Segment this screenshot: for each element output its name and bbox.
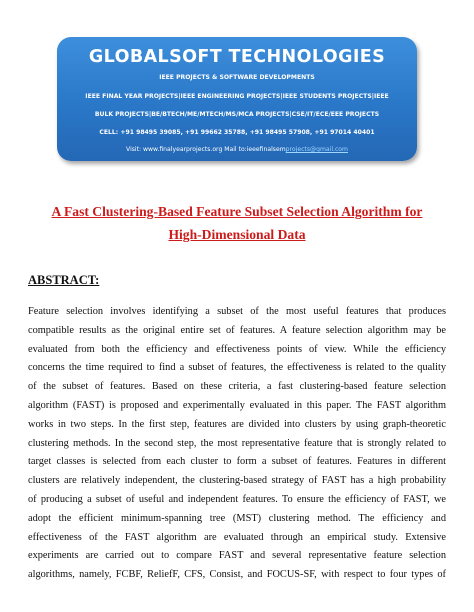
abstract-line: target classes is selected from each cluster to form a subset of features. Features in different [28,456,446,468]
abstract-line: concerns the time required to find a subset of features, the effectiveness is related to the quality [28,362,446,374]
abstract-line: clustering methods. In the second step, the most representative feature that is strongly related to [28,437,446,449]
email-link[interactable]: projects@gmail.com [285,146,348,153]
abstract-line: compatible results as the original entire set of features. A feature selection algorithm may be [28,324,446,336]
banner-bulk-projects-line: BULK PROJECTS|BE/BTECH/ME/MTECH/MS/MCA PROJECTS|CSE/IT/ECE/EEE PROJECTS [94,111,380,118]
banner-projects-line: IEEE FINAL YEAR PROJECTS|IEEE ENGINEERING PROJECTS|IEEE STUDENTS PROJECTS|IEEE [85,93,389,100]
paper-title [0,200,474,246]
abstract-line: works in two steps. In the first step, features are divided into clusters by using graph-theoretic [28,418,446,430]
abstract-line: algorithms, namely, FCBF, ReliefF, CFS, Consist, and FOCUS-SF, with respect to four types of [28,569,446,581]
abstract-line: of producing a subset of useful and independent features. To ensure the efficiency of FAST, we [28,493,446,505]
abstract-line: effectiveness of the FAST algorithm are evaluated through an empirical study. Extensive [28,531,446,543]
abstract-body [28,303,446,585]
banner-phone-numbers: CELL: +91 98495 39085, +91 99662 35788, +91 98495 57908, +91 97014 40401 [99,129,375,136]
abstract-line: clusters are relatively independent, the clustering-based strategy of FAST has a high probability [28,475,446,487]
abstract-line: experiments are carried out to compare FAST and several representative feature selection [28,550,446,562]
company-name: GLOBALSOFT TECHNOLOGIES [88,47,386,67]
banner-contact-line [57,146,417,153]
abstract-line: evaluated from both the efficiency and effectiveness points of view. While the efficiency [28,343,446,355]
abstract-line: algorithm (FAST) is proposed and experimentally evaluated in this paper. The FAST algorithm [28,399,446,411]
paper-title-line-1: A Fast Clustering-Based Feature Subset Selection Algorithm for [51,204,423,219]
company-banner [57,37,417,161]
abstract-line: adopt the efficient minimum-spanning tree (MST) clustering method. The efficiency and [28,512,446,524]
abstract-heading: ABSTRACT: [28,273,100,287]
banner-tagline: IEEE PROJECTS & SOFTWARE DEVELOPMENTS [159,74,315,81]
abstract-line: Feature selection involves identifying a subset of the most useful features that produces [28,306,446,317]
paper-title-line-2: High-Dimensional Data [168,227,306,242]
abstract-line: of the subset of features. Based on these criteria, a fast clustering-based feature selection [28,381,446,393]
banner-visit-text: Visit: www.finalyearprojects.org Mail to:ieeefinalsem [126,146,286,153]
